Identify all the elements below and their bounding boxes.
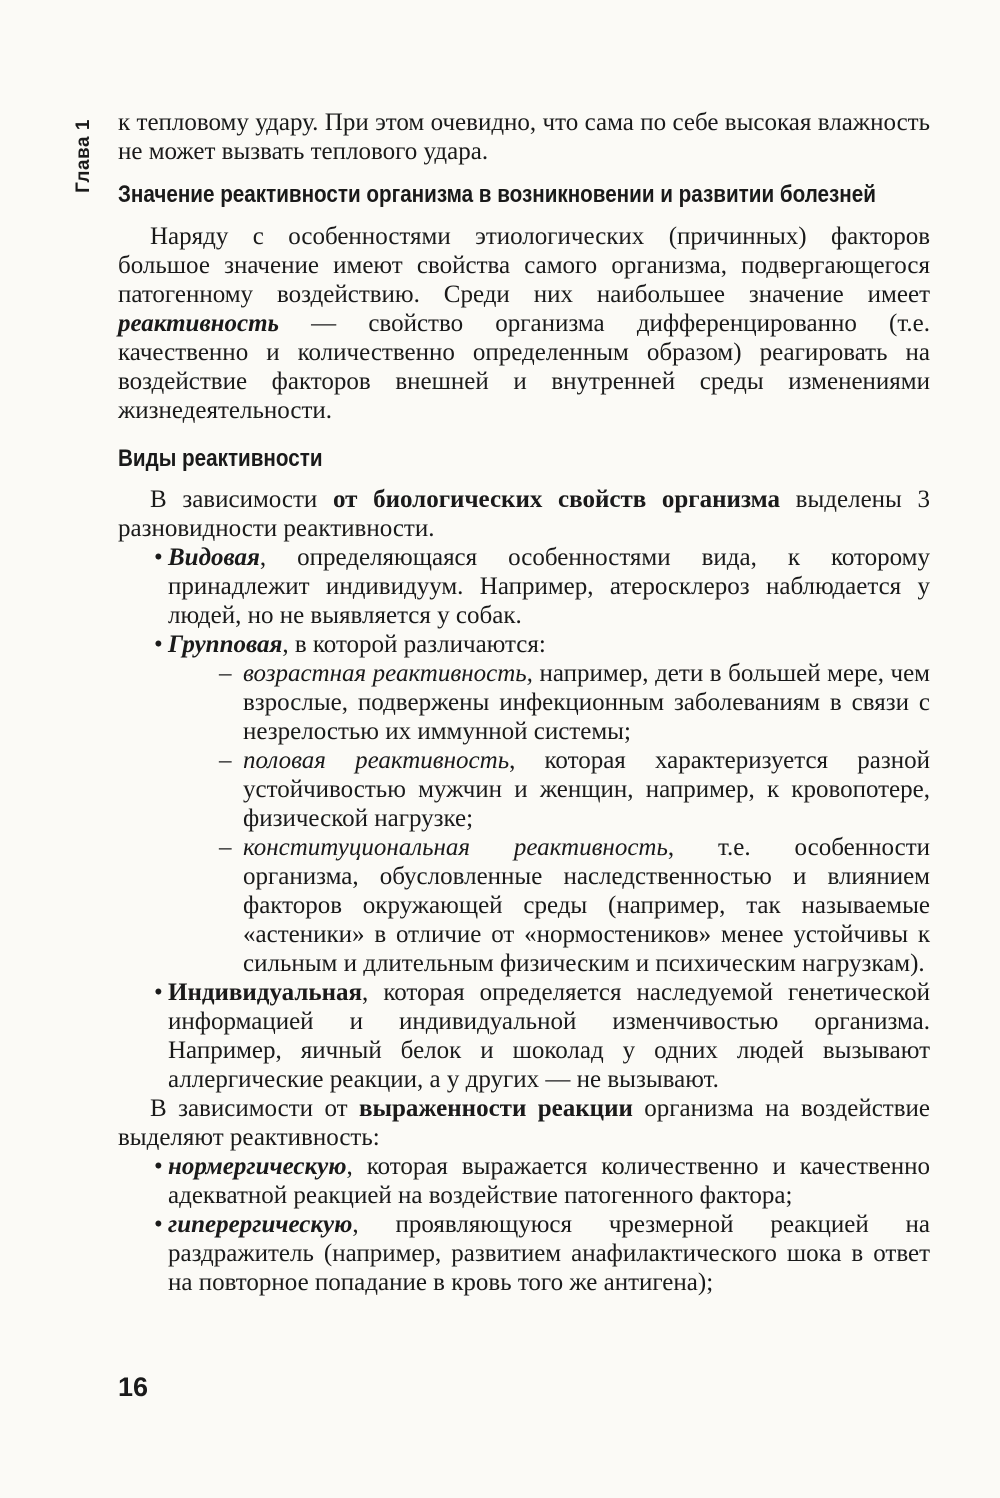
text-run: — свойство организма дифференцированно (т.е. качественно и количественно определенным образом) реагировать на воздействие факторов внешней и внутренней среды изменениями жизнедеятельности. (118, 310, 930, 424)
section-heading-types: Виды реактивности (118, 445, 323, 472)
page-content (118, 108, 930, 1297)
sublist-item-constitutional (219, 833, 930, 978)
item-text: , которая характеризуется разной устойчивостью мужчин и женщин, например, к кровопотере, физической нагрузке; (243, 747, 930, 832)
text-run: выделены 3 разновидности реактивности. (118, 486, 931, 542)
page-number: 16 (118, 1372, 149, 1402)
sublist-item-age (219, 659, 930, 746)
text-run: В зависимости (150, 486, 333, 513)
text-run: организма на воздействие выделяют реактивность: (118, 1095, 930, 1151)
bold-phrase: выраженности реакции (358, 1095, 633, 1122)
list-item-hyperergic (118, 1210, 930, 1297)
biological-properties-paragraph (118, 485, 930, 543)
item-text: , в которой различаются: (282, 631, 546, 658)
reactivity-definition-paragraph (118, 222, 930, 425)
sublist-item-sex (219, 746, 930, 833)
chapter-label (64, 106, 104, 206)
list-item-normergic (118, 1152, 930, 1210)
term-sex: половая реактивность (243, 747, 510, 774)
item-text: , определяющаяся особенностями вида, к которому принадлежит индивидуум. Например, атеросклероз наблюдается у людей, но не выявляется у собак. (168, 544, 930, 629)
list-item-group (118, 630, 930, 978)
chapter-label-text: Глава 1 (73, 119, 94, 193)
item-text: , которая выражается количественно и качественно адекватной реакцией на воздействие патогенного фактора; (168, 1153, 930, 1209)
term-group: Групповая (168, 631, 283, 658)
text-run: Наряду с особенностями этиологических (причинных) факторов большое значение имеют свойства самого организма, подвергающегося патогенному воздействию. Среди них наибольшее значение имеет (118, 223, 930, 308)
item-text: , проявляющуюся чрезмерной реакцией на раздражитель (например, развитием анафилактического шока в ответ на повторное попадание в кровь того же антигена); (168, 1211, 930, 1296)
list-item-species (118, 543, 930, 630)
term-species: Видовая (168, 544, 260, 571)
term-reactivity: реактивность (118, 310, 279, 337)
group-subtypes-list (145, 659, 930, 978)
term-individual: Индивидуальная (168, 979, 363, 1006)
intro-paragraph: к тепловому удару. При этом очевидно, что сама по себе высокая влажность не может вызвать теплового удара. (118, 109, 930, 165)
section-heading-reactivity: Значение реактивности организма в возникновении и развитии болезней (118, 181, 876, 208)
reaction-intensity-paragraph (118, 1094, 930, 1152)
term-normergic: нормергическую (168, 1153, 347, 1180)
reactivity-types-list (118, 543, 930, 1094)
item-text: , т.е. особенности организма, обусловленные наследственностью и влиянием факторов окружающей среды (например, так называемые «астеники» в отличие от «нормостеников» менее устойчивы к сильным и длительным физическим и психическим нагрузкам). (243, 834, 930, 977)
bold-phrase: от биологических свойств организма (332, 486, 781, 513)
item-text: например, дети в большей мере, чем взрослые, подвержены инфекционным заболеваниям в связи с незрелостью их иммунной системы; (243, 660, 930, 745)
item-text: , которая определяется наследуемой генетической информацией и индивидуальной изменчивостью организма. Например, яичный белок и шоколад у одних людей вызывают аллергические реакции, а у других — не вызывают. (168, 979, 930, 1093)
term-constitutional: конституциональная реактивность (243, 834, 668, 861)
term-age: возрастная реактивность, (243, 660, 533, 687)
list-item-individual (118, 978, 930, 1094)
text-run: В зависимости от (150, 1095, 359, 1122)
reaction-types-list (118, 1152, 930, 1297)
term-hyperergic: гиперергическую (168, 1211, 353, 1238)
